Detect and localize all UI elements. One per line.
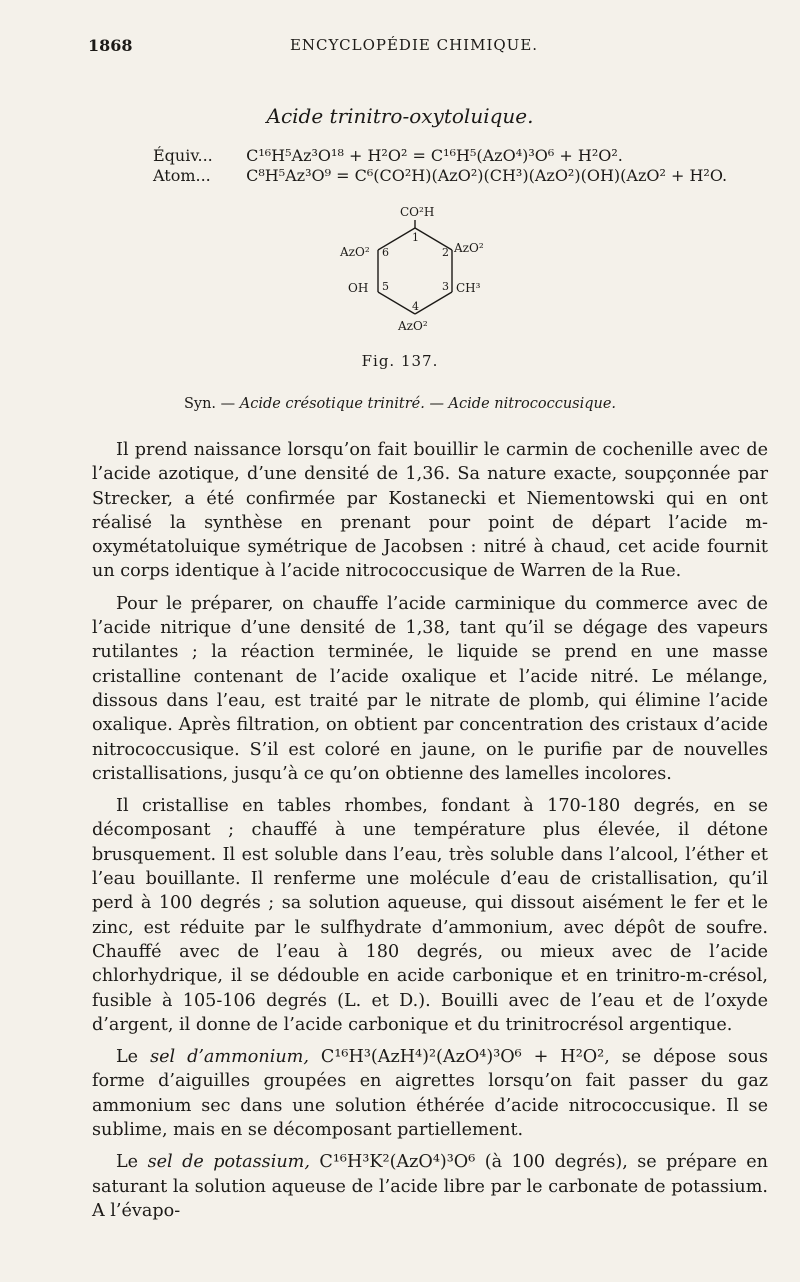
formula-atomic <box>153 166 727 185</box>
position-4: 4 <box>412 300 419 313</box>
position-2: 2 <box>442 246 449 259</box>
paragraph-origin: Il prend naissance lorsqu’on fait bouillir le carmin de cochenille avec de l’acide azotique, d’une densité de 1,36. Sa nature exacte, soupçonnée par Strecker, a été confirmée par Kostanecki et Niementowski qui en ont réalisé la synthèse en prenant pour point de départ l’acide m-oxymétatoluique symétrique de Jacobsen : nitré à chaud, cet acide fournit un corps identique à l’acide nitrococcusique de Warren de la Rue. <box>92 440 768 582</box>
running-title: ENCYCLOPÉDIE CHIMIQUE. <box>289 36 539 54</box>
formula-text: C⁸H⁵Az³O⁹ = C⁶(CO²H)(AzO²)(CH³)(AzO²)(OH)(AzO² + H²O. <box>246 166 728 185</box>
formula-label: Atom... <box>153 166 211 185</box>
position-3: 3 <box>442 280 449 293</box>
figure-caption: Fig. 137. <box>361 352 439 370</box>
potassium-name: sel de potassium, <box>147 1152 310 1173</box>
label-azo2-right: AzO² <box>454 241 484 255</box>
label-azo2-bottom: AzO² <box>398 319 428 333</box>
body-text <box>92 438 768 1231</box>
formula-label: Équiv... <box>153 146 213 165</box>
potassium-lead: Le <box>116 1152 139 1173</box>
structure-diagram <box>330 200 510 350</box>
position-6: 6 <box>382 246 389 259</box>
paragraph-potassium-salt <box>92 1150 768 1223</box>
position-5: 5 <box>382 280 389 293</box>
ammonium-rest: C¹⁶H³(AzH⁴)²(AzO⁴)³O⁶ + H²O², se dépose sous forme d’aiguilles groupées en aigrettes lorsqu’on fait passer du gaz ammonium sec dans une solution éthérée d’acide nitrococcusique. Il se sublime, mais en se décomposant partiellement. <box>92 1047 769 1141</box>
label-ch3: CH³ <box>456 281 481 295</box>
section-title: Acide trinitro-oxytoluique. <box>266 104 534 128</box>
synonyms-prefix: Syn. — <box>183 396 236 412</box>
paragraph-properties: Il cristallise en tables rhombes, fondant à 170-180 degrés, en se décomposant ; chauffé à une température plus élevée, il détone brusquement. Il est soluble dans l’eau, très soluble dans l’alcool, l’éther et l’eau bouillante. Il renferme une molécule d’eau de cristallisation, qu’il perd à 100 degrés ; sa solution aqueuse, qui dissout aisément le fer et le zinc, est réduite par le sulfhydrate d’ammonium, avec dépôt de soufre. Chauffé avec de l’eau à 180 degrés, ou mieux avec de l’acide chlorhydrique, il se dédouble en acide carbonique et en trinitro-m-crésol, fusible à 105-106 degrés (L. et D.). Bouilli avec de l’eau et de l’oxyde d’argent, il donne de l’acide carbonique et du trinitrocrésol argentique. <box>92 796 768 1035</box>
bond-5-4 <box>378 292 415 314</box>
potassium-rest: C¹⁶H³K²(AzO⁴)³O⁶ (à 100 degrés), se prépare en saturant la solution aqueuse de l’acide libre par le carbonate de potassium. A l’évapo- <box>92 1152 769 1221</box>
paragraph-preparation: Pour le préparer, on chauffe l’acide carminique du commerce avec de l’acide nitrique d’une densité de 1,38, tant qu’il se dégage des vapeurs rutilantes ; la réaction terminée, le liquide se prend en une masse cristalline contenant de l’acide oxalique et l’acide nitré. Le mélange, dissous dans l’eau, est traité par le nitrate de plomb, qui élimine l’acide oxalique. Après filtration, on obtient par concentration des cristaux d’acide nitrococcusique. S’il est coloré en jaune, on le purifie par de nouvelles cristallisations, jusqu’à ce qu’on obtienne des lamelles incolores. <box>92 593 768 784</box>
formula-equivalent <box>153 146 623 165</box>
synonyms-line <box>0 396 800 412</box>
page-header <box>88 36 740 60</box>
bond-3-4 <box>415 292 452 314</box>
ammonium-lead: Le <box>116 1047 139 1068</box>
label-azo2-left: AzO² <box>340 245 370 259</box>
paragraph-ammonium-salt <box>92 1045 768 1142</box>
position-1: 1 <box>412 231 419 244</box>
label-co2h: CO²H <box>400 205 435 219</box>
ammonium-name: sel d’ammonium, <box>150 1047 309 1068</box>
benzene-ring-figure <box>330 200 510 350</box>
label-oh: OH <box>348 281 369 295</box>
synonyms-text: Acide crésotique trinitré. — Acide nitrococcusique. <box>239 396 617 412</box>
page-number: 1868 <box>88 36 133 55</box>
formula-text: C¹⁶H⁵Az³O¹⁸ + H²O² = C¹⁶H⁵(AzO⁴)³O⁶ + H²O². <box>246 146 623 165</box>
